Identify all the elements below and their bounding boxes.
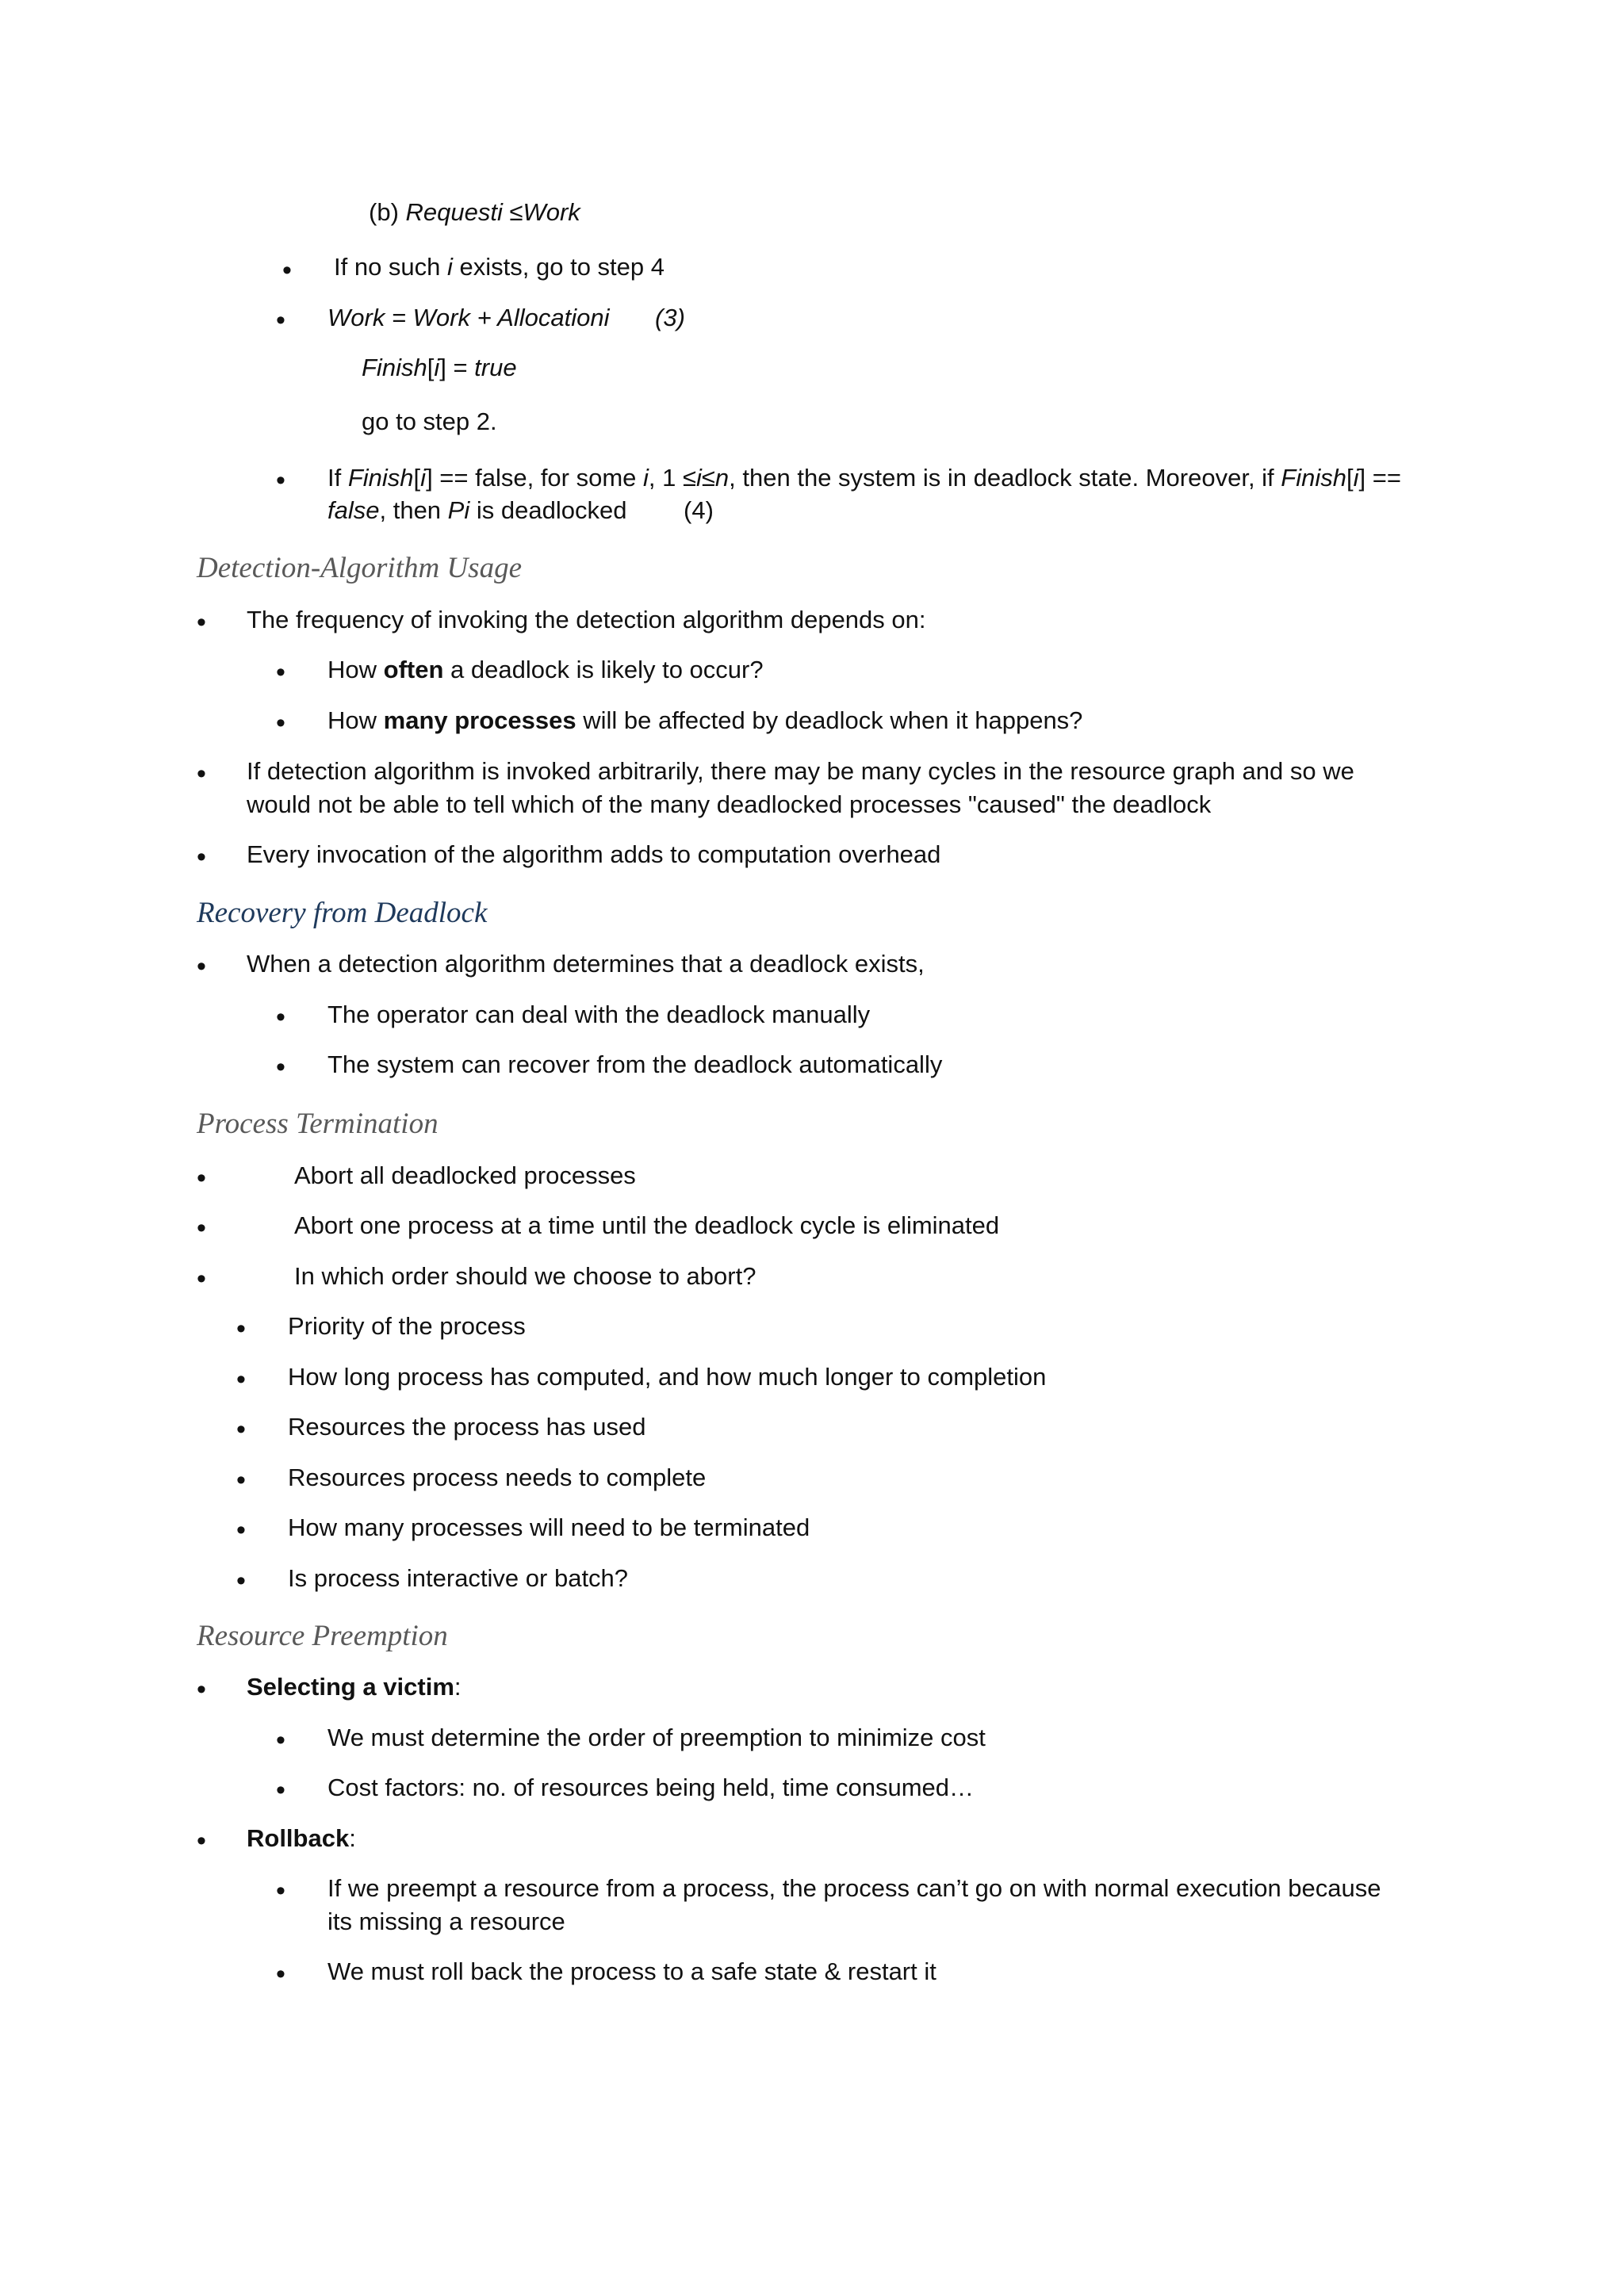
finish-a: Finish — [362, 354, 427, 381]
rollback-colon: : — [349, 1824, 356, 1852]
bullet: • — [276, 465, 285, 496]
termination-item: How many processes will need to be terminated — [288, 1513, 810, 1541]
usage-overhead: Every invocation of the algorithm adds to computation overhead — [247, 840, 941, 868]
bullet: • — [276, 1002, 285, 1032]
no-such-line — [334, 251, 665, 284]
s4-a: If — [327, 464, 348, 492]
work-line — [327, 301, 609, 335]
s4-g: , 1 — [648, 464, 684, 492]
bullet: • — [236, 1314, 246, 1344]
s4-k: [ — [1346, 464, 1354, 492]
many-a: How — [327, 706, 384, 734]
s4-l2-b: , then — [379, 496, 448, 524]
recovery-manual: The operator can deal with the deadlock manually — [327, 1001, 871, 1028]
finish-c: i — [434, 354, 440, 381]
finish-e: true — [474, 354, 517, 381]
often-c: a deadlock is likely to occur? — [443, 656, 764, 683]
no-such-text-2: exists, go to step 4 — [452, 253, 665, 281]
s4-l2-a: false — [327, 496, 380, 524]
s4-l2-c: Pi — [447, 496, 470, 524]
no-such-text-1: If no such — [334, 253, 448, 281]
many-b: many processes — [383, 706, 576, 734]
victim-label: Selecting a victim — [247, 1673, 454, 1701]
s4-h: ≤i≤n — [683, 464, 730, 492]
s4-e: ] == false, for some — [426, 464, 644, 492]
termination-item: How long process has computed, and how much longer to completion — [288, 1363, 1047, 1391]
often-a: How — [327, 656, 384, 683]
bullet: • — [236, 1414, 246, 1445]
finish-line — [362, 351, 517, 385]
step3-b-label: (b) — [369, 198, 406, 226]
s4-f: i — [643, 464, 649, 492]
bullet: • — [276, 1876, 285, 1906]
bullet: • — [197, 1826, 206, 1856]
bullet: • — [197, 1674, 206, 1705]
rollback-label: Rollback — [247, 1824, 350, 1852]
heading-detection-usage: Detection-Algorithm Usage — [197, 552, 522, 584]
victim-item-2: Cost factors: no. of resources being held, time consumed… — [327, 1774, 975, 1801]
heading-recovery: Recovery from Deadlock — [197, 897, 488, 929]
bullet: • — [276, 1775, 285, 1805]
step4-line-1 — [327, 461, 1401, 495]
s4-j: Finish — [1281, 464, 1346, 492]
bullet: • — [282, 255, 292, 285]
bullet: • — [236, 1465, 246, 1495]
bullet: • — [197, 1213, 206, 1243]
s4-l: i — [1353, 464, 1359, 492]
bullet: • — [197, 607, 206, 637]
preemption-victim — [247, 1670, 462, 1704]
step3-b-expr: Requesti ≤Work — [405, 198, 580, 226]
bullet: • — [197, 842, 206, 872]
usage-many — [327, 704, 1082, 737]
rollback-item-2: We must roll back the process to a safe state & restart it — [327, 1957, 936, 1985]
bullet: • — [276, 657, 285, 687]
termination-abort-one: Abort one process at a time until the deadlock cycle is eliminated — [294, 1211, 1000, 1239]
termination-order: In which order should we choose to abort? — [294, 1262, 756, 1290]
many-c: will be affected by deadlock when it happens? — [576, 706, 1083, 734]
usage-arbitrary-2: would not be able to tell which of the many deadlocked processes "caused" the deadlock — [247, 790, 1212, 818]
work-expr: Work = Work + Allocationi — [327, 304, 610, 331]
finish-d: ] = — [439, 354, 475, 381]
step4-num: (4) — [684, 496, 714, 524]
step4-line-2 — [327, 494, 626, 527]
recovery-when: When a detection algorithm determines that a deadlock exists, — [247, 950, 925, 978]
bullet: • — [197, 1264, 206, 1294]
bullet: • — [276, 305, 285, 335]
bullet: • — [236, 1566, 246, 1596]
s4-b: Finish — [347, 464, 414, 492]
no-such-i: i — [447, 253, 453, 281]
often-b: often — [383, 656, 444, 683]
victim-item-1: We must determine the order of preemption to minimize cost — [327, 1724, 986, 1751]
termination-item: Priority of the process — [288, 1312, 526, 1340]
bullet: • — [236, 1515, 246, 1545]
rollback-item-1b: its missing a resource — [327, 1908, 565, 1935]
work-num-text: (3) — [655, 304, 685, 331]
bullet: • — [197, 1163, 206, 1193]
finish-b: [ — [427, 354, 435, 381]
victim-colon: : — [454, 1673, 462, 1701]
bullet: • — [276, 1052, 285, 1082]
heading-termination: Process Termination — [197, 1108, 439, 1140]
bullet: • — [197, 759, 206, 789]
s4-d: i — [420, 464, 427, 492]
rollback-item-1a: If we preempt a resource from a process, the process can’t go on with normal execution because — [327, 1874, 1381, 1902]
bullet: • — [276, 1725, 285, 1755]
s4-m: ] == — [1358, 464, 1401, 492]
recovery-auto: The system can recover from the deadlock automatically — [327, 1050, 943, 1078]
s4-l2-d: is deadlocked — [469, 496, 627, 524]
bullet: • — [276, 1959, 285, 1989]
bullet: • — [197, 951, 206, 982]
termination-item: Resources the process has used — [288, 1413, 646, 1441]
s4-c: [ — [413, 464, 421, 492]
termination-abort-all: Abort all deadlocked processes — [294, 1161, 636, 1189]
usage-arbitrary-1: If detection algorithm is invoked arbitrarily, there may be many cycles in the resource graph and so we — [247, 757, 1354, 785]
bullet: • — [276, 708, 285, 738]
usage-frequency: The frequency of invoking the detection algorithm depends on: — [247, 606, 926, 633]
bullet: • — [236, 1364, 246, 1395]
preemption-rollback — [247, 1822, 356, 1855]
usage-often — [327, 653, 764, 687]
heading-preemption: Resource Preemption — [197, 1620, 448, 1652]
s4-i: , then the system is in deadlock state. Moreover, if — [729, 464, 1281, 492]
goto-line: go to step 2. — [362, 408, 497, 435]
step3-b-line — [369, 196, 580, 229]
termination-item: Resources process needs to complete — [288, 1464, 707, 1491]
termination-item: Is process interactive or batch? — [288, 1564, 629, 1592]
work-num — [655, 301, 685, 335]
